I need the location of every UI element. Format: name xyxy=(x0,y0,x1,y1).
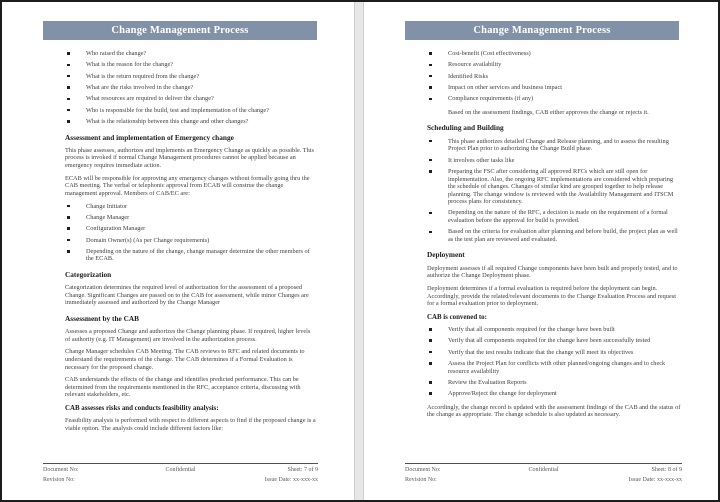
page-gap xyxy=(354,2,364,500)
paragraph-emergency-1: This phase assesses, authorizes and implements an Emergency Change as quickly as possible. This process is invoked if normal Change Management procedures cannot be applied because an emergency requires immediate action. xyxy=(65,146,314,169)
bullet-text: Verify that the test results indicate that the change will meet its objectives xyxy=(448,348,634,356)
bullet-item xyxy=(65,214,317,222)
bullet-text: Who raised the change? xyxy=(86,50,147,57)
footer-issue-date: Issue Date: xx-xxx-xx xyxy=(628,476,682,483)
bullet-icon xyxy=(67,216,70,219)
bullet-icon xyxy=(429,212,432,215)
bullet-text: Verify that all components required for the change have been built xyxy=(448,325,615,333)
bullet-item xyxy=(427,209,681,224)
footer-issue-date: Issue Date: xx-xxx-xx xyxy=(264,476,319,483)
bullet-item xyxy=(427,95,681,103)
footer-right-column xyxy=(226,466,318,485)
paragraph-emergency-2: ECAB will be responsible for approving any emergency changes without formally going thru the CAB meeting. The verbal or telephonic approval from ECAB will construe the change management approval. Members of CAB/EC are: xyxy=(65,174,310,197)
bullet-item xyxy=(65,61,317,69)
bullet-list-feasibility-factors xyxy=(427,50,681,103)
bullet-text: Approve/Reject the change for deployment xyxy=(448,390,557,398)
bullet-item xyxy=(427,337,681,345)
footer-sheet-number: Sheet: 8 of 9 xyxy=(651,467,682,474)
paragraph-assessment-2: Change Manager schedules CAB Meeting. The CAB reviews to RFC and related documents to understand the requirements of the change. The CAB determines if a Formal Evaluation is necessary for the proposed change. xyxy=(65,348,305,371)
bullet-item xyxy=(427,326,681,334)
section-heading-emergency-change: Assessment and implementation of Emergency change xyxy=(65,132,234,142)
footer-center-column xyxy=(497,466,589,485)
bullet-item xyxy=(65,237,317,245)
bullet-icon xyxy=(67,64,70,67)
bullet-icon xyxy=(429,381,432,384)
bullet-item xyxy=(65,248,317,263)
paragraph-closing: Accordingly, the change record is updated with the assessment findings of the CAB and the status of the change as appropriate. The change schedule is also updated as necessary. xyxy=(427,403,681,419)
paragraph-deployment-2: Deployment determines if a formal evaluation is required before the deployment can begin. Accordingly, provide the related/relevant documents to the Change Evaluation Process and request for a formal evaluation prior to deployment. xyxy=(427,285,676,308)
bullet-text: What resources are required to deliver the change? xyxy=(86,95,214,103)
bullet-icon xyxy=(429,351,432,354)
bullet-item xyxy=(65,225,317,233)
bullet-text: Who is responsible for the build, test and implementation of the change? xyxy=(86,106,269,114)
bullet-text: Preparing the FSC after considering all approved RFCs which are still open for implementation. Also, the ongoing RFC implementations are considered which preparing the schedule of changes. Changes of similar kind are grouped together to help release planning. The change window is reviewed with the Availability Management and ITSCM process plans for consistency. xyxy=(448,167,674,206)
bullet-text: Compliance requirements (if any) xyxy=(448,95,534,103)
bullet-item xyxy=(427,138,681,153)
bullet-item xyxy=(427,360,681,375)
page-footer xyxy=(43,463,318,485)
bullet-text: Cost-benefit (Cost effectiveness) xyxy=(448,50,531,57)
bullet-item xyxy=(427,61,681,69)
subheading-cab-convened: CAB is convened to: xyxy=(427,314,487,322)
footer-left-column xyxy=(405,466,497,485)
section-heading-scheduling-building: Scheduling and Building xyxy=(427,123,504,133)
footer-center-column xyxy=(135,466,227,485)
bullet-text: Review the Evaluation Reports xyxy=(448,378,527,386)
bullet-list-cab-ec-members xyxy=(65,203,317,263)
bullet-item xyxy=(65,50,317,58)
bullet-icon xyxy=(67,52,70,55)
bullet-item xyxy=(65,73,317,81)
bullet-icon xyxy=(429,339,432,342)
bullet-item xyxy=(427,390,681,398)
bullet-text: Identified Risks xyxy=(448,72,489,80)
page-title-banner: Change Management Process xyxy=(43,21,317,40)
bullet-item xyxy=(65,203,317,211)
bullet-icon xyxy=(429,75,432,78)
bullet-item xyxy=(427,349,681,357)
footer-left-column xyxy=(43,466,135,485)
bullet-icon xyxy=(429,392,432,395)
bullet-icon xyxy=(67,205,70,208)
bullet-text: What is the relationship between this change and other changes? xyxy=(86,118,249,126)
bullet-text: This phase authorizes detailed Change and Release planning, and to assess the resulting Project Plan prior to authorizing the Change Build phase. xyxy=(448,137,669,153)
bullet-icon xyxy=(429,231,432,234)
bullet-item xyxy=(427,50,681,58)
footer-document-no: Document No: xyxy=(405,467,441,474)
bullet-icon xyxy=(429,98,432,101)
bullet-text: What is the return required from the change? xyxy=(86,72,200,80)
bullet-icon xyxy=(429,159,432,162)
paragraph-based-on-findings: Based on the assessment findings, CAB either approves the change or rejects it. xyxy=(448,108,649,116)
bullet-item xyxy=(427,157,681,165)
paragraph-assessment-1: Assesses a proposed Change and authorizes the Change planning phase. If required, higher levels of authority (e.g. IT Management) are involved in the authorization process. xyxy=(65,328,311,343)
footer-document-no: Document No: xyxy=(43,467,79,474)
footer-revision-no: Revision No: xyxy=(43,476,75,483)
bullet-text: What is the reason for the change? xyxy=(86,61,174,69)
paragraph-feasibility: Feasibility analysis is performed with respect to different aspects to find if the proposed change is a viable option. The analysis could include different factors like: xyxy=(65,417,316,432)
bullet-item xyxy=(427,73,681,81)
page-sheet-7 xyxy=(2,2,354,500)
bullet-text: It involves other tasks like xyxy=(448,156,515,164)
bullet-text: Domain Owner(s) (As per Change requirements) xyxy=(86,236,210,244)
bullet-text: Depending on the nature of the RFC, a decision is made on the requirement of a formal evaluation before the approval for build is provided. xyxy=(448,209,668,225)
bullet-item xyxy=(427,228,681,243)
bullet-text: Configuration Manager xyxy=(86,225,146,233)
bullet-text: Depending on the nature of the change, change manager determine the other members of the ECAB. xyxy=(86,247,310,263)
bullet-item xyxy=(65,84,317,92)
page-body xyxy=(65,49,317,437)
bullet-list-scheduling xyxy=(427,138,681,244)
bullet-text: Verify that all components required for the change have been successfully tested xyxy=(448,337,651,345)
page-body xyxy=(427,49,681,424)
bullet-icon xyxy=(429,170,432,173)
footer-confidential: Confidential xyxy=(528,467,559,474)
footer-revision-no: Revision No: xyxy=(405,476,437,483)
bullet-icon xyxy=(429,64,432,67)
bullet-text: Change Initiator xyxy=(86,202,128,210)
bullet-text: Assess the Project Plan for conflicts with other planned/ongoing changes and to check resource availability xyxy=(448,359,666,375)
footer-confidential: Confidential xyxy=(165,467,196,474)
bullet-item xyxy=(427,379,681,387)
bullet-text: What are the risks involved in the change? xyxy=(86,84,194,92)
bullet-icon xyxy=(429,362,432,365)
bullet-item xyxy=(65,107,317,115)
bullet-list-cab-convened xyxy=(427,326,681,398)
bullet-text: Resource availability xyxy=(448,61,502,69)
bullet-icon xyxy=(429,86,432,89)
bullet-icon xyxy=(429,52,432,55)
bullet-list-change-questions xyxy=(65,50,317,126)
bullet-item xyxy=(427,84,681,92)
bullet-icon xyxy=(67,239,70,242)
paragraph-categorization: Categorization determines the required level of authorization for the assessment of a proposed Change. Significant Changes are passed on to the CAB for assessment, while minor Changes are immediately assessed and authorized by the Change Manager xyxy=(65,284,309,307)
section-heading-deployment: Deployment xyxy=(427,250,465,260)
bullet-icon xyxy=(67,98,70,101)
page-title-banner: Change Management Process xyxy=(405,21,679,40)
bullet-text: Based on the criteria for evaluation after planning and before build, the project plan as well as the test plan are reviewed and evaluated. xyxy=(448,228,678,243)
bullet-text: Impact on other services and business impact xyxy=(448,84,563,92)
section-heading-categorization: Categorization xyxy=(65,269,112,279)
bullet-icon xyxy=(429,140,432,143)
section-heading-assessment-by-cab: Assessment by the CAB xyxy=(65,313,139,323)
bullet-icon xyxy=(67,120,70,123)
bullet-icon xyxy=(67,86,70,89)
bullet-text: Change Manager xyxy=(86,213,130,221)
paragraph-assessment-3: CAB understands the effects of the change and identifies predicted performance. This can be determined from the requirements mentioned in the RFC, acceptance criteria, discussing with relevant stakeholders, etc. xyxy=(65,376,301,399)
bullet-icon xyxy=(67,250,70,253)
footer-sheet-number: Sheet: 7 of 9 xyxy=(287,467,319,474)
page-footer xyxy=(405,463,682,485)
bullet-item xyxy=(427,168,681,206)
bullet-icon xyxy=(67,109,70,112)
bullet-icon xyxy=(429,328,432,331)
bullet-icon xyxy=(67,227,70,230)
bullet-item xyxy=(65,118,317,126)
page-sheet-8 xyxy=(364,2,718,500)
footer-right-column xyxy=(590,466,682,485)
paragraph-deployment-1: Deployment assesses if all required Change components have been built and properly tested, and to authorize the Change Deployment phase. xyxy=(427,264,678,280)
bullet-icon xyxy=(67,75,70,78)
subheading-feasibility-analysis: CAB assesses risks and conducts feasibility analysis: xyxy=(65,405,219,413)
bullet-item xyxy=(65,95,317,103)
